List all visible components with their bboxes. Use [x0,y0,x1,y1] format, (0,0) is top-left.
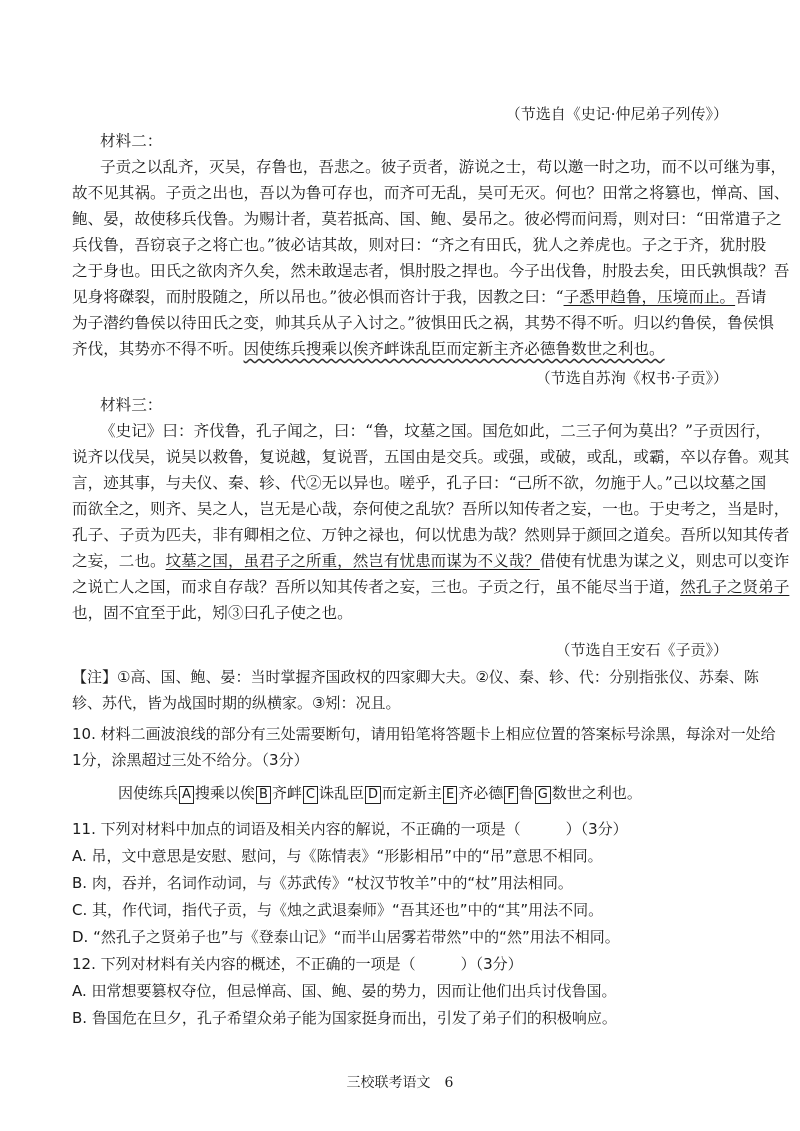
question-12-option-b[interactable]: B. 鲁国危在旦夕，孔子希望众弟子能为国家挺身而出，引发了弟子们的积极响应。 [72,1009,617,1027]
answer-option-f[interactable]: F [504,786,517,804]
question-10-stem: 1分，涂黑超过三处不给分。（3分） [72,751,309,769]
notes-line: 【注】①高、国、鲍、晏：当时掌握齐国政权的四家卿大夫。②仪、秦、轸、代：分别指张仪、苏秦、陈 [72,668,759,686]
material-3-line [72,577,789,597]
material-3-line [72,551,789,571]
material-2-line [72,287,766,307]
question-11-option-d[interactable]: D. “然孔子之贤弟子也”与《登泰山记》“而半山居雾若带然”中的“然”用法不相同。 [72,928,620,946]
answer-segment: 齐衅 [271,784,302,802]
material-2-line: 鲍、晏，故使移兵伐鲁。为赐计者，莫若抵高、国、鲍、晏吊之。彼必愕而问焉，则对曰：“田常遣子之 [72,210,782,228]
page-footer: 三校联考语文 6 [346,1075,454,1091]
question-11-option-c[interactable]: C. 其，作代词，指代子贡，与《烛之武退秦师》“吾其还也”中的“其”用法不同。 [72,901,604,919]
material-2-line: 兵伐鲁，吾窃哀子之将亡也。”彼必诘其故，则对曰：“齐之有田氏，犹人之养虎也。子之于齐，犹肘股 [72,236,767,254]
answer-option-e[interactable]: E [443,786,457,804]
answer-option-b[interactable]: B [256,786,271,804]
material-2-text: 齐伐，其势亦不得不听。 [72,340,244,358]
source-citation-1: （节选自《史记·仲尼弟子列传》） [505,105,728,123]
question-11-stem: 11. 下列对材料中加点的词语及相关内容的解说，不正确的一项是（ ）（3分） [72,820,628,838]
source-citation-2: （节选自苏洵《权书·子贡》） [535,369,728,387]
answer-segment: 而定新主 [381,784,442,802]
answer-segment: 诛乱臣 [318,784,364,802]
answer-segment: 因使练兵 [118,784,179,802]
material-3-line: 也，固不宜至于此，矧③曰孔子使之也。 [72,604,353,622]
material-2-line: 为子潜约鲁侯以待田氏之变，帅其兵从子入讨之。”彼惧田氏之祸，其势不得不听。归以约鲁侯，鲁侯惧 [72,314,774,332]
question-10-stem: 10. 材料二画波浪线的部分有三处需要断句，请用铅笔将答题卡上相应位置的答案标号涂黑，每涂对一处给 [72,725,776,743]
material-3-line: 孔子、子贡为匹夫，非有卿相之位、万钟之禄也，何以忧患为哉？然则异于颜回之道矣。吾所以知其传者 [72,526,790,544]
underlined-phrase: 子悉甲趋鲁，压境而止。 [563,288,736,306]
question-10-answer-row [118,782,642,804]
material-2-text: 吾请 [735,288,767,306]
answer-option-d[interactable]: D [365,786,381,804]
answer-option-c[interactable]: C [303,786,318,804]
answer-segment: 数世之利也。 [551,784,642,802]
material-3-text: 之说亡人之国，而求自存哉？吾所以知其传者之妄，三也。子贡之行，虽不能尽当于道， [72,578,681,596]
question-12-option-a[interactable]: A. 田常想要篡权夺位，但忌惮高、国、鲍、晏的势力，因而让他们出兵讨伐鲁国。 [72,982,617,1000]
material-2-line: 故不见其祸。子贡之出也，吾以为鲁可存也，而齐可无乱，吴可无灭。何也？田常之将篡也，惮高、国、 [72,184,790,202]
wavy-underlined-sentence: 因使练兵搜乘以俟齐衅诛乱臣而定新主齐必德鲁数世之利也。 [243,340,665,358]
answer-option-a[interactable]: A [179,786,194,804]
answer-segment: 齐必德 [458,784,504,802]
question-12-stem: 12. 下列对材料有关内容的概述，不正确的一项是（ ）（3分） [72,955,523,973]
material-3-text: 借使有忧患为谋之义，则忠可以变诈 [539,552,790,570]
question-11-option-b[interactable]: B. 肉，吞并，名词作动词，与《苏武传》“杖汉节牧羊”中的“杖”用法相同。 [72,874,573,892]
material-3-heading: 材料三： [100,396,163,414]
answer-segment: 鲁 [518,784,534,802]
material-2-text: 见身将磔裂，而肘股随之，所以吊也。”彼必惧而咨计于我，因教之曰：“ [72,288,564,306]
material-2-heading: 材料二： [100,132,163,150]
underlined-sentence: 坟墓之国，虽君子之所重，然岂有忧患而谋为不义哉？ [165,552,540,570]
underlined-phrase: 然孔子之贤弟子 [680,578,790,596]
material-2-line [72,339,665,359]
answer-segment: 搜乘以俟 [194,784,255,802]
material-2-line: 之于身也。田氏之欲肉齐久矣，然未敢逞志者，惧肘股之捍也。今子出伐鲁，肘股去矣，田氏孰惧哉？吾 [72,262,790,280]
material-2-line: 子贡之以乱齐，灭吴，存鲁也，吾悲之。彼子贡者，游说之士，苟以邀一时之功，而不以可继为事， [100,158,787,176]
material-3-line: 说齐以伐吴，说吴以救鲁，复说越，复说晋，五国由是交兵。或强，或破，或乱，或霸，卒以存鲁。观其 [72,448,790,466]
notes-line: 轸、苏代，皆为战国时期的纵横家。③矧：况且。 [72,694,401,712]
answer-option-g[interactable]: G [535,786,551,804]
question-11-option-a[interactable]: A. 吊，文中意思是安慰、慰问，与《陈情表》“形影相吊”中的“吊”意思不相同。 [72,847,603,865]
material-3-line: 而欲全之，则齐、吴之人，岂无是心哉，奈何使之乱欤？吾所以知传者之妄，一也。于史考之，当是时， [72,500,790,518]
material-3-line: 言，迹其事，与夫仪、秦、轸、代②无以异也。嗟乎，孔子曰：“己所不欲，勿施于人。”己以坟墓之国 [72,474,767,492]
material-3-text: 之妄，二也。 [72,552,166,570]
source-citation-3: （节选自王安石《子贡》） [555,641,728,659]
material-3-line: 《史记》曰：齐伐鲁，孔子闻之，曰：“鲁，坟墓之国。国危如此，二三子何为莫出？”子贡因行， [100,422,771,440]
